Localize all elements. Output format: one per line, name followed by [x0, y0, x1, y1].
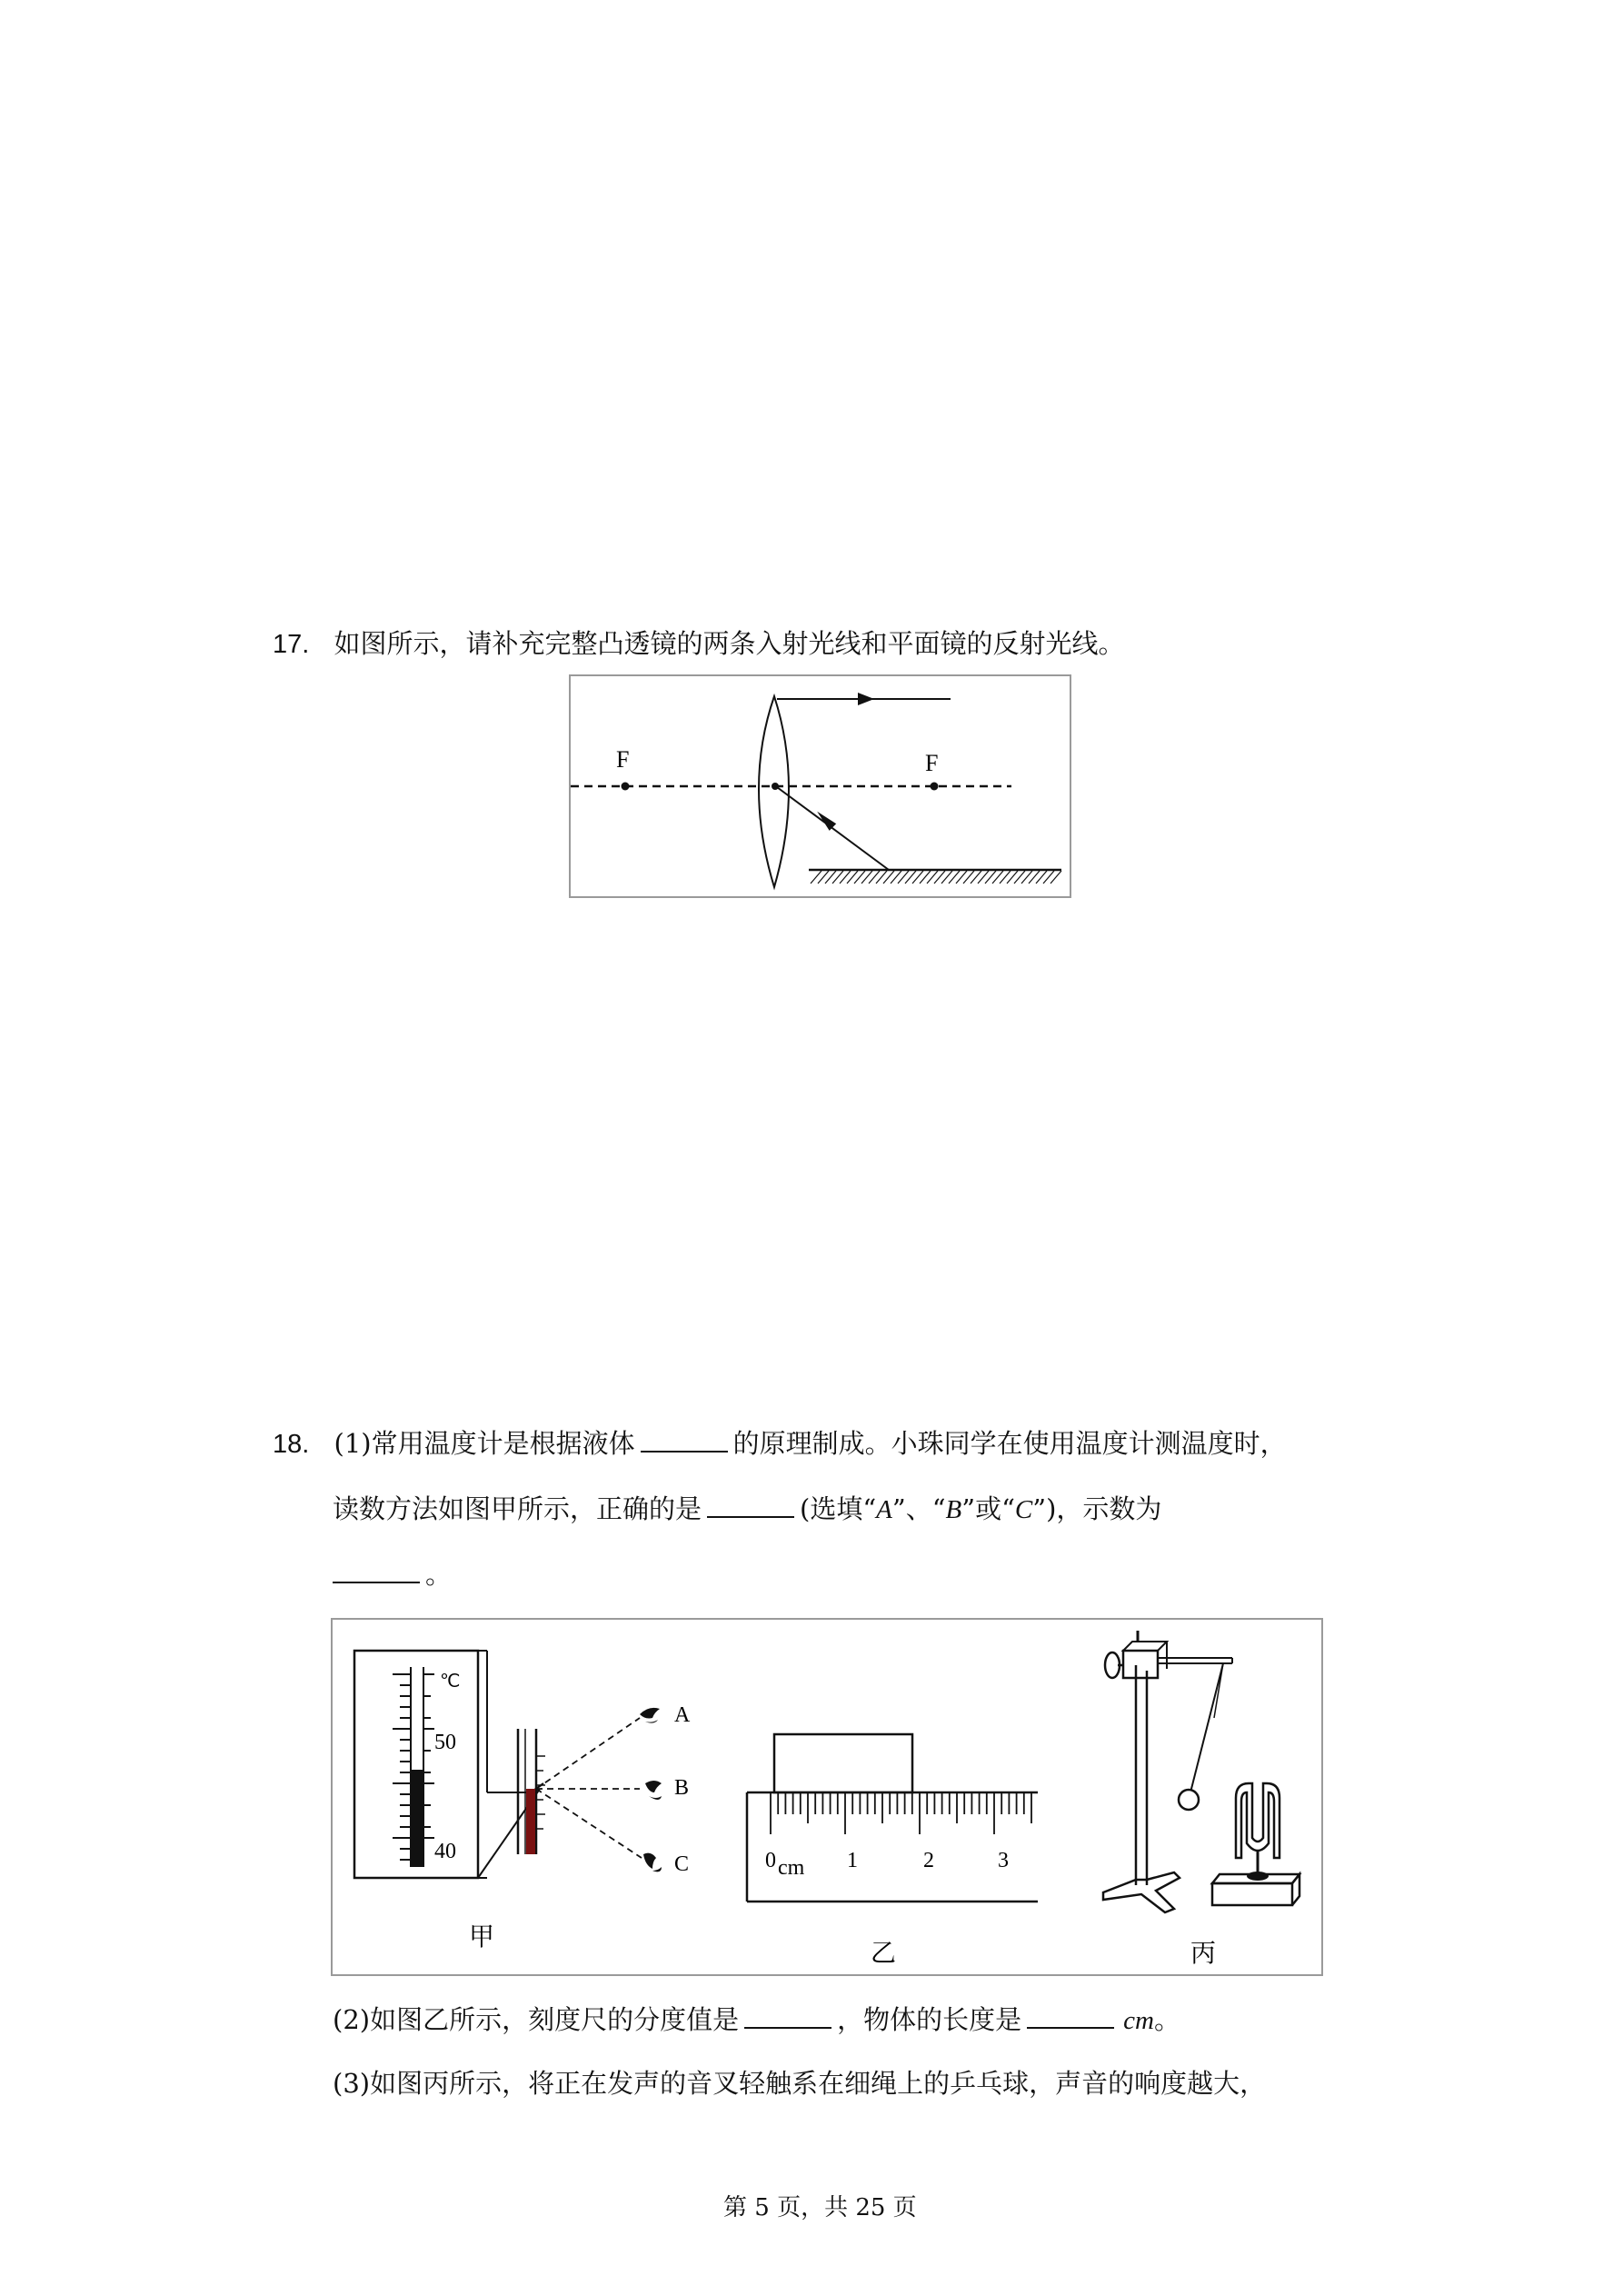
ping-pong-ball	[1179, 1790, 1199, 1810]
sight-line-a	[536, 1718, 640, 1789]
ray-arrow-upper	[858, 693, 874, 705]
question-18-part3	[333, 2065, 1266, 2101]
question-number: 18.	[273, 1430, 310, 1459]
question-number: 17.	[273, 630, 310, 659]
ruler-group	[747, 1734, 1038, 1968]
part1-text-f: 。	[425, 1559, 453, 1590]
ruler-label-cm: cm	[778, 1856, 805, 1880]
ruler-label-2: 2	[923, 1849, 934, 1872]
part2-text-b: ，物体的长度是	[837, 2004, 1022, 2035]
ruler-label-3: 3	[998, 1849, 1009, 1872]
lens-figure	[569, 674, 1071, 898]
measured-object	[774, 1734, 912, 1792]
part2-text-a: (2)如图乙所示，刻度尺的分度值是	[333, 2004, 740, 2035]
thermometer-unit-label: ℃	[440, 1672, 461, 1692]
thermometer-label-40: 40	[434, 1840, 456, 1863]
separator-1: ”、“	[891, 1493, 946, 1524]
eyes	[640, 1708, 662, 1872]
focus-point-right	[931, 783, 939, 791]
question-17	[273, 625, 1125, 663]
resonance-box	[1212, 1883, 1292, 1905]
question-18-line3	[333, 1556, 452, 1592]
focus-label-right: F	[925, 750, 939, 776]
part1-text-e: ”)，示数为	[1032, 1493, 1162, 1524]
tuning-fork	[1236, 1783, 1279, 1858]
question-18-line1	[273, 1425, 1287, 1462]
blank-3	[333, 1558, 420, 1583]
part2-unit: cm	[1123, 2006, 1154, 2035]
question-18-part2	[333, 2002, 1180, 2039]
small-thermometer-liquid	[526, 1789, 535, 1854]
thermometer-group	[354, 1651, 691, 1952]
eye-label-a: A	[674, 1703, 691, 1727]
figure-label-jia: 甲	[469, 1923, 495, 1952]
question-text: 如图所示，请补充完整凸透镜的两条入射光线和平面镜的反射光线。	[334, 628, 1125, 659]
mercury-column	[412, 1770, 423, 1867]
separator-2: ”或“	[961, 1493, 1015, 1524]
focus-label-left: F	[616, 746, 630, 773]
option-c: C	[1014, 1495, 1033, 1524]
ruler-ticks	[771, 1792, 1031, 1834]
option-b: B	[945, 1495, 962, 1524]
part1-text-a: (1)常用温度计是根据液体	[334, 1428, 635, 1459]
eye-label-c: C	[674, 1852, 690, 1876]
part3-text: (3)如图丙所示，将正在发声的音叉轻触系在细绳上的乒乓球，声音的响度越大，	[333, 2068, 1267, 2099]
blank-1	[641, 1427, 728, 1452]
experiment-figure	[331, 1618, 1323, 1976]
sight-line-c	[536, 1789, 642, 1858]
ruler-label-1: 1	[847, 1849, 858, 1872]
focus-point-left	[622, 783, 630, 791]
page-footer: 第 5 页，共 25 页	[723, 2194, 917, 2221]
part1-text-d: (选填“	[800, 1493, 877, 1524]
tuning-fork-group	[1103, 1631, 1299, 1968]
part1-text-b: 的原理制成。小珠同学在使用温度计测温度时，	[732, 1428, 1287, 1459]
part1-text-c: 读数方法如图甲所示，正确的是	[333, 1493, 702, 1524]
blank-5	[1027, 2003, 1114, 2029]
blank-2	[707, 1492, 794, 1518]
thermometer-label-50: 50	[434, 1731, 456, 1754]
eye-label-b: B	[674, 1776, 690, 1800]
figure-label-yi: 乙	[871, 1940, 897, 1968]
ray-oblique	[777, 787, 889, 870]
lens-diagram	[571, 676, 1070, 896]
option-a: A	[876, 1495, 892, 1524]
ruler-label-0: 0	[765, 1849, 776, 1872]
figure-label-bing: 丙	[1190, 1940, 1217, 1968]
blank-4	[744, 2003, 831, 2029]
experiment-diagram	[333, 1620, 1321, 1974]
mirror-hatching	[811, 871, 1061, 883]
part2-text-c: 。	[1153, 2004, 1180, 2035]
question-18-line2	[333, 1491, 1161, 1528]
